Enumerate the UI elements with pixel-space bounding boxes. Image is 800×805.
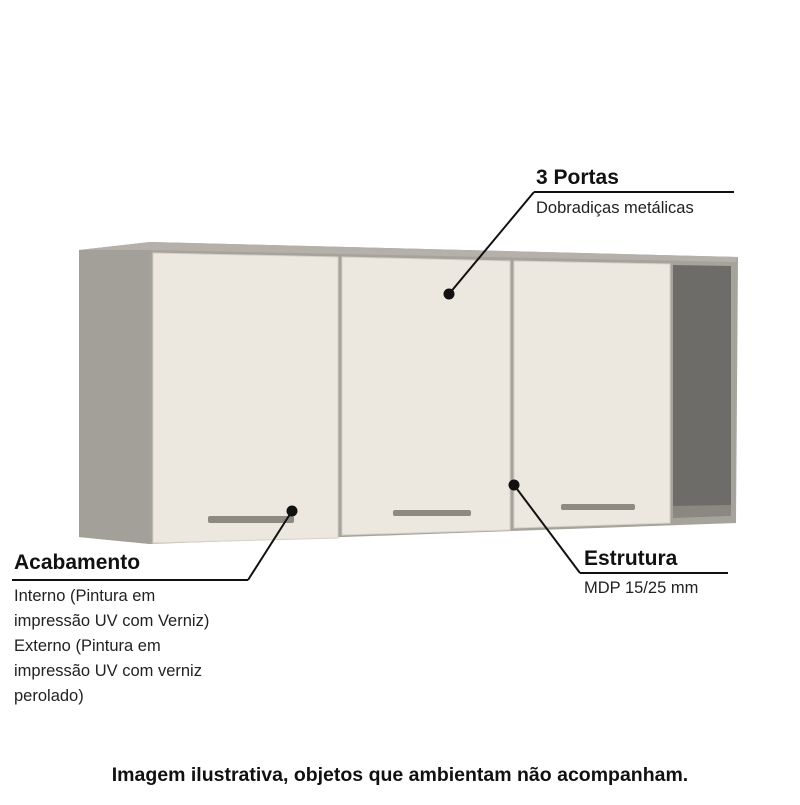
finish-line: perolado): [14, 687, 84, 705]
callout-structure-title: Estrutura: [584, 547, 678, 570]
door-handle-middle: [393, 510, 471, 516]
door-middle: [342, 257, 510, 535]
callout-dot-structure: [509, 480, 520, 491]
door-handle-right: [561, 504, 635, 510]
callout-dot-finish: [287, 506, 298, 517]
cabinet-left-side: [79, 250, 150, 544]
callout-structure-desc: MDP 15/25 mm: [584, 579, 699, 597]
finish-line: Interno (Pintura em: [14, 587, 156, 605]
callout-doors-title: 3 Portas: [536, 166, 619, 189]
callout-finish-title: Acabamento: [14, 551, 141, 574]
door-handle-left: [208, 516, 294, 523]
callout-doors-desc: Dobradiças metálicas: [536, 199, 694, 217]
finish-line: impressão UV com Verniz): [14, 612, 210, 630]
disclaimer-footer: Imagem ilustrativa, objetos que ambientam não acompanham.: [111, 764, 689, 786]
callout-dot-doors: [444, 289, 455, 300]
door-right: [514, 261, 670, 528]
finish-line: Externo (Pintura em: [14, 637, 161, 655]
callout-finish-desc: [14, 584, 209, 709]
niche-shelf-edge: [673, 505, 731, 518]
door-left: [153, 253, 338, 543]
cabinet-open-niche: [673, 265, 731, 517]
finish-line: impressão UV com verniz: [14, 662, 202, 680]
